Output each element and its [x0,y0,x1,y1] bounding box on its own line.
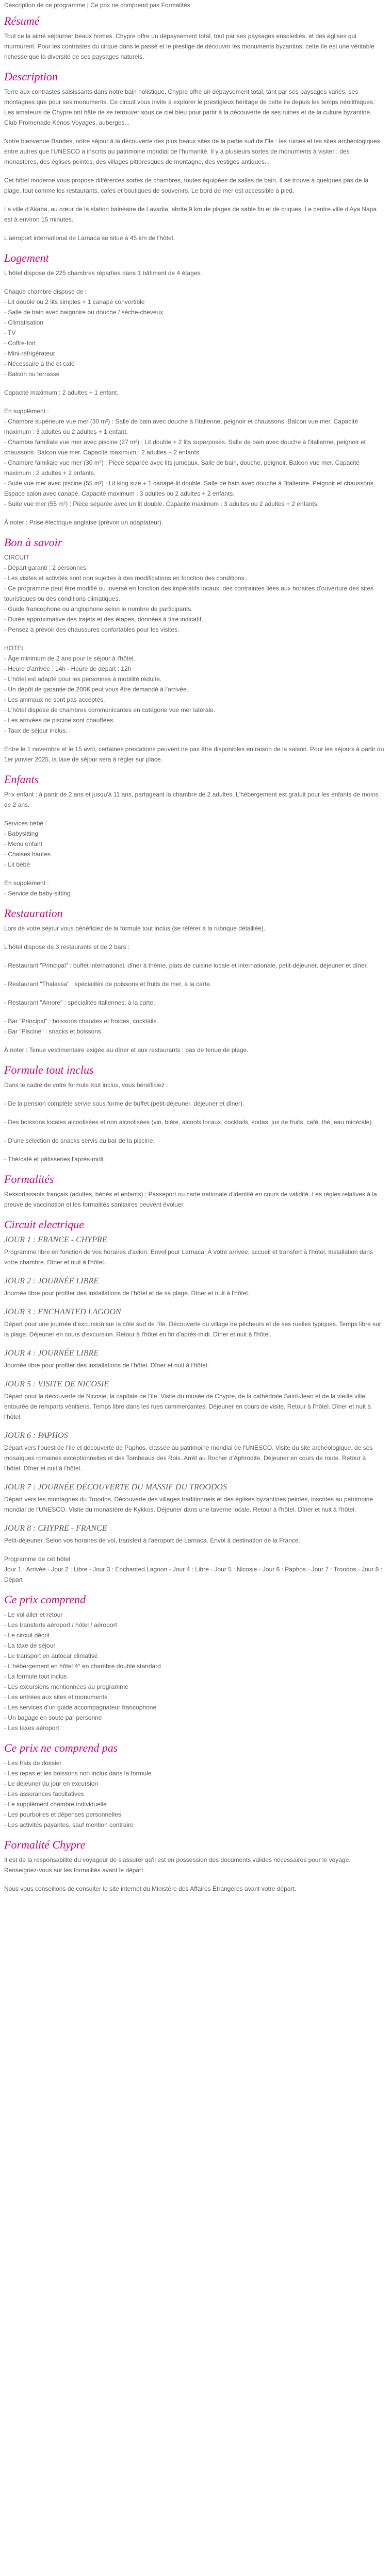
enfants-service: - Chaises hautes [4,851,51,858]
circuit-title: Circuit electrique [4,1218,84,1231]
prix-comprend-item: - Le vol aller et retour [4,1611,63,1618]
enfants-note: - Service de baby-sitting [4,890,71,897]
prix-ne-comprend-item: - Les activités payantes, sauf mention contraire [4,1821,134,1828]
jour-heading: JOUR 6 : PAPHOS [4,1431,68,1440]
logement-feature: - TV [4,329,16,336]
resume-paragraph: Tout ce la aimé séjourner beaux homes. Chypre offre un dépaysement total, tout par ses paysages ensoleillés, et des églises qui murmurent. Pour les contrastes du cirque dans le passé et le prestige de découvrir les monuments byzantins, cette île est une véritable richesse que la diversité de ses paysages naturels. [4,32,374,60]
prix-ne-comprend-item: - Les assurances facultatives [4,1790,84,1798]
formule-section [4,1063,385,1164]
enfants-title: Enfants [4,773,39,786]
enfants-services-title: Services bébé : [4,820,47,827]
restauration-title: Restauration [4,907,63,920]
prix-comprend-item: - Les services d'un guide accompagnateur francophone [4,1704,157,1711]
logement-feature: - Nécessaire à thé et café [4,360,75,367]
formule-item: - Des boissons locales alcoolisées et non alcoolisées (vin, bière, alcools locaux, cocktails, sodas, jus de fruits, café, thé, eau minérale). [4,1118,373,1126]
bon-savoir-line: - L'hôtel est adapté pour les personnes à mobilité réduite. [4,675,162,683]
restauration-count: L'hôtel dispose de 3 restaurants et de 2 bars : [4,943,130,951]
prix-comprend-item: - La formule tout inclus [4,1673,67,1680]
logement-equipment: - Chambre familiale vue mer (30 m²) : Pièce séparée avec lits jumeaux. Salle de bain, douche, peignoir. Balcon vue mer. Capacité maximum : 2 adultes + 2 enfants. [4,459,360,477]
enfants-service: - Babysitting [4,830,39,837]
restauration-section [4,907,385,1055]
formalite-chypre-text: Nous vous conseillons de consulter le site internet du Ministère des Affaires Étrangères avant votre départ. [4,1885,297,1892]
prix-comprend-item: - Un bagage en soute par personne [4,1714,102,1721]
formalites-title: Formalités [4,1173,54,1185]
description-paragraph: La ville d'Akaba, au cœur de la station balnéaire de Lavadia, abrite 9 km de plages de sable fin et de criques. Le centre-ville d'Aya Napa est à environ 15 minutes. [4,206,377,223]
prix-comprend-item: - La taxe de séjour [4,1642,56,1649]
logement-note: À noter : Prise électrique anglaise (prévoir un adaptateur). [4,519,164,526]
logement-feature: - Balcon ou terrasse [4,370,60,378]
logement-equipment: - Suite vue mer (55 m²) : Pièce séparée avec un lit double. Capacité maximum : 3 adultes ou 2 adultes + 2 enfants. [4,500,319,507]
prix-comprend-item: - Le circuit décrit [4,1632,50,1639]
logement-equipment: - Suite vue mer avec piscine (55 m²) : Lit king size + 1 canapé-lit double. Salle de bain avec douche à l'italienne. Peignoir et chaussons. Espace salon avec canapé. Capacité maximum : 3 adultes ou 2 adultes + 2 enfants. [4,480,376,497]
restauration-intro: Lors de votre séjour vous bénéficiez de la formule tout inclus (se référer à la rubrique détaillée). [4,925,266,932]
logement-feature: - Coffre-fort [4,340,36,347]
description-title: Description [4,70,58,83]
logement-intro: L'hôtel dispose de 225 chambres réparties dans 1 bâtiment de 4 étages. [4,269,202,277]
bon-savoir-title: Bon à savoir [4,536,62,549]
bon-savoir-line: - Un dépôt de garantie de 200€ peut vous être demandé à l'arrivée. [4,686,189,693]
bon-savoir-line: - Ce programme peut être modifié ou inversé en fonction des impératifs locaux, des contraintes liées aux horaires d'ouverture des sites touristiques ou des conditions climatiques. [4,585,373,602]
jour-text: Départ pour la découverte de Nicosie, la capitale de l'île. Visite du musée de Chypre, de la cathédrale Saint-Jean et de la vieille ville entourée de remparts vénitiens. Temps libre dans les rues commerçantes. Déjeuner en cours de visite. Retour à l'hôtel. Dîner et nuit à l'hôtel. [4,1393,371,1420]
logement-equipment: - Chambre familiale vue mer avec piscine (27 m²) : Lit double + 2 lits superposés. Salle de bain avec douche à l'italienne, peignoir et chaussons. Balcon vue mer. Capacité maximum : 2 adultes + 2 enfants. [4,438,366,456]
prix-ne-comprend-item: - Le déjeuner du jour en excursion [4,1780,99,1787]
jour-text: Petit-déjeuner. Selon vos horaires de vol, transfert à l'aéroport de Larnaca. Envol à destination de la France. [4,1537,300,1544]
restauration-item: - Restaurant "Thalassa" : spécialités de poissons et fruits de mer, à la carte. [4,980,212,988]
logement-section [4,251,385,528]
formule-intro: Dans le cadre de votre formule tout inclus, vous bénéficiez : [4,1081,168,1089]
formule-title: Formule tout inclus [4,1063,94,1076]
bon-savoir-section [4,536,385,765]
prix-comprend-item: - Les taxes aéroport [4,1724,59,1732]
description-paragraph: Cet hôtel moderne vous propose différentes sortes de chambres, toutes équipées de salles de bain. Il se trouve à quelques pas de la plage, tout comme les restaurants, cafés et boutiques de souvenirs. Le bord de mer est accessible à pied. [4,177,369,194]
jour-heading: JOUR 2 : JOURNÉE LIBRE [4,1277,99,1285]
prix-ne-comprend-title: Ce prix ne comprend pas [4,1741,118,1754]
restauration-note: À noter : Tenue vestimentaire exigée au dîner et aux restaurants : pas de tenue de plage. [4,1046,249,1054]
enfants-service: - Lit bébé [4,861,30,868]
logement-title: Logement [4,251,49,264]
jour-text: Journée libre pour profiter des installations de l'hôtel et de sa plage. Dîner et nuit à l'hôtel. [4,1290,250,1297]
logement-feature: - Lit double ou 2 lits simples + 1 canapé convertible [4,298,145,306]
resume-section [4,14,385,62]
jour-heading: JOUR 5 : VISITE DE NICOSIE [4,1380,109,1388]
prix-ne-comprend-item: - Les repas et les boissons non inclus dans la formule [4,1770,152,1777]
jour-heading: JOUR 1 : FRANCE - CHYPRE [4,1235,107,1244]
formule-item: - Thé/café et pâtisseries l'après-midi. [4,1156,105,1163]
description-section [4,70,385,243]
jour-text: Départ vers l'ouest de l'île et découverte de Paphos, classée au patrimoine mondial de l'UNESCO. Visite du site archéologique, de ses mosaïques romaines exceptionnelles et des Tombeaux des Rois. Arrêt au Rocher d'Aphrodite. Déjeuner en cours de route. Retour à l'hôtel. Dîner et nuit à l'hôtel. [4,1444,373,1472]
bon-savoir-line: - Les arrivées de piscine sont chauffées. [4,717,115,724]
logement-equipment: - Chambre supérieure vue mer (30 m²) : Salle de bain avec douche à l'italienne, peignoir et chaussons. Balcon vue mer. Capacité maximum : 3 adultes ou 2 adultes + 1 enfant. [4,418,358,435]
enfants-section [4,773,385,899]
description-paragraph: Notre bienvenue Bandes, notre séjour à la découverte des plus beaux sites de la partie sud de l'île : les ruines et les sites archéologiques, entre autres que l'UNESCO a inscrits au patrimoine mondial de l'humanité. Il y a plusieurs sortes de monuments à visiter : des monastères, des églises peintes, des villages pittoresques de montagne, des vestiges antiques... [4,138,382,165]
formule-item: - D'une sélection de snacks servis au bar de la piscine. [4,1137,155,1144]
formalite-chypre-section [4,1838,385,1894]
bon-savoir-line: - Taux de séjour inclus. [4,727,68,734]
jour-heading: JOUR 7 : JOURNÉE DÉCOUVERTE DU MASSIF DU TROODOS [4,1483,227,1492]
formalite-chypre-title: Formalité Chypre [4,1838,86,1851]
prix-comprend-item: - Les excursions mentionnées au programme [4,1683,128,1690]
restauration-item: - Bar "Piscine" : snacks et boissons. [4,1028,103,1035]
prix-ne-comprend-section [4,1741,385,1830]
logement-feature: - Mini-réfrigérateur [4,350,55,357]
prix-comprend-item: - L'hébergement en hôtel 4* en chambre double standard [4,1663,161,1670]
restauration-item: - Restaurant "Principal" : buffet international, dîner à thème, plats de cuisine locale et internationale, petit-déjeuner, déjeuner et dîner. [4,962,368,969]
prix-comprend-section [4,1593,385,1733]
formalites-section [4,1173,385,1210]
logement-features-title: Chaque chambre dispose de : [4,288,87,295]
bon-savoir-line: - Durée approximative des trajets et des étapes, données à titre indicatif. [4,616,203,623]
logement-feature: - Salle de bain avec baignoire ou douche / sèche-cheveux [4,309,164,316]
resume-title: Résumé [4,14,40,27]
logement-capacity: Capacité maximum : 2 adultes + 1 enfant. [4,389,119,396]
prix-ne-comprend-item: - Les pourboires et dépenses personnelles [4,1811,121,1818]
bon-savoir-line: - Les visites et activités sont non sujettes à des modifications en fonction des conditions. [4,574,246,582]
bon-savoir-line: - Départ garanti : 2 personnes [4,564,87,571]
jour-text: Départ vers les montagnes du Troodos. Découverte des villages traditionnels et des églises byzantines peintes, inscrites au patrimoine mondial de l'UNESCO. Visite du monastère de Kykkos. Déjeuner dans une taverne locale. Retour à l'hôtel. Dîner et nuit à l'hôtel. [4,1496,373,1513]
schedule-text: Jour 1 : Arrivée - Jour 2 : Libre - Jour 3 : Enchanted Lagoon - Jour 4 : Libre - Jour 5 : Nicosie - Jour 6 : Paphos - Jour 7 : Troodos - Jour 8 : Départ [4,1566,383,1583]
formalite-chypre-text: Il est de la responsabilité du voyageur de s'assurer qu'il est en possession des documents valides nécessaires pour le voyage. Renseignez-vous sur les formalités avant le départ. [4,1856,351,1874]
enfants-note: En supplément : [4,879,49,887]
description-paragraph: L'aéroport international de Larnaca se situe à 45 km de l'hôtel. [4,234,175,242]
breadcrumb: Description de ce programme | Ce prix ne comprend pas Formalités [4,2,190,9]
bon-savoir-line: - Heure d'arrivée : 14h - Heure de départ : 12h [4,665,132,672]
prix-comprend-title: Ce prix comprend [4,1593,86,1606]
bon-savoir-line: CIRCUIT [4,554,29,561]
jour-text: Départ pour une journée d'excursion sur la côte sud de l'île. Découverte du village de pêcheurs et de ses ruelles typiques. Temps libre sur la plage. Déjeuner en cours d'excursion. Retour à l'hôtel en fin d'après-midi. Dîner et nuit à l'hôtel. [4,1320,381,1338]
restauration-item: - Bar "Principal" : boissons chaudes et froides, cocktails. [4,1018,158,1025]
bon-savoir-line: HOTEL [4,645,25,652]
restauration-item: - Restaurant "Amore" : spécialités italiennes, à la carte. [4,999,155,1006]
jour-text: Journée libre pour profiter des installations de l'hôtel. Dîner et nuit à l'hôtel. [4,1362,209,1369]
bon-savoir-line: - Guide francophone ou anglophone selon le nombre de participants. [4,605,193,613]
prix-comprend-item: - Les entrées aux sites et monuments [4,1693,108,1701]
formalites-text: Ressortissants français (adultes, bébés et enfants) : Passeport ou carte nationale d'identité en cours de validité. Les règles relatives à la preuve de vaccination et les formalités sanitaires peuvent évoluer. [4,1191,377,1208]
prix-ne-comprend-item: - Les frais de dossier [4,1759,62,1767]
logement-feature: - Climatisation [4,319,44,326]
jour-heading: JOUR 4 : JOURNÉE LIBRE [4,1349,99,1358]
prix-comprend-item: - Le transport en autocar climatisé [4,1652,98,1659]
logement-equipment-title: En supplément : [4,408,49,415]
bon-savoir-line: - Âge minimum de 2 ans pour le séjour à l'hôtel. [4,655,135,662]
prix-ne-comprend-item: - Le supplément chambre individuelle [4,1801,107,1808]
circuit-section [4,1218,385,1585]
schedule-title: Programme de cet hôtel [4,1555,71,1563]
bon-savoir-closing: Entre le 1 novembre et le 15 avril, certaines prestations peuvent ne pas être disponibles en raison de la saison. Pour les séjours à partir du 1er janvier 2025, la taxe de séjour sera à régler sur place. [4,745,384,763]
formule-item: - De la pension complète servie sous forme de buffet (petit-déjeuner, déjeuner et dîner). [4,1100,245,1107]
bon-savoir-line: - Les animaux ne sont pas acceptés. [4,696,105,703]
enfants-intro: Prix enfant : à partir de 2 ans et jusqu'à 11 ans, partageant la chambre de 2 adultes. L'hébergement est gratuit pour les enfants de moins de 2 ans. [4,791,379,808]
bon-savoir-line: - Pensez à prévoir des chaussures confortables pour les visites. [4,626,180,633]
jour-heading: JOUR 3 : ENCHANTED LAGOON [4,1308,121,1316]
description-paragraph: Terre aux contrastes saisissants dans notre bain holistique, Chypre offre un dépaysement total, tant par ses paysages variés, ses montagnes que pour ses monuments. Ce circuit vous invite à explorer le prestigieux héritage de cette île depuis les temps néolithiques. Les amateurs de Chypre ont hâte de se retrouver sous ce ciel bleu pour partir à la découverte de ses ruines et de la culture byzantine. Club Promenade Kénos Voyages, auberges... [4,88,375,126]
jour-heading: JOUR 8 : CHYPRE - FRANCE [4,1524,107,1533]
prix-comprend-item: - Les transferts aéroport / hôtel / aéroport [4,1621,117,1629]
jour-text: Programme libre en fonction de vos horaires d'avion. Envol pour Larnaca. À votre arrivée, accueil et transfert à l'hôtel. Installation dans votre chambre. Dîner et nuit à l'hôtel. [4,1248,373,1266]
bon-savoir-line: - L'hôtel dispose de chambres communicantes en catégorie vue mer latérale. [4,706,216,714]
enfants-service: - Menu enfant [4,840,43,848]
